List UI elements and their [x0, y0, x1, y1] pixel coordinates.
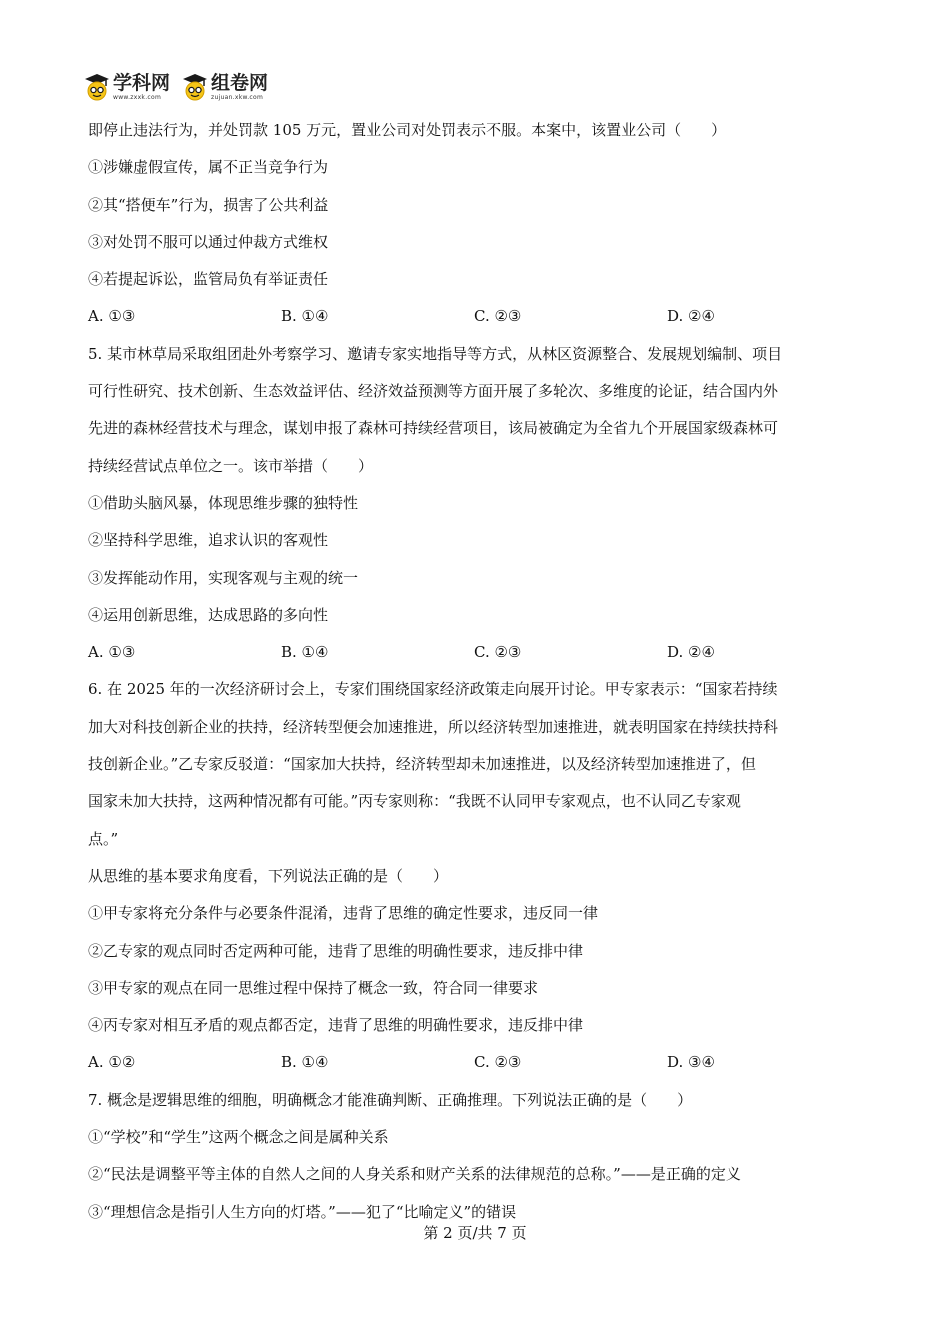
question-7	[88, 1082, 868, 1231]
question-4-option-d: D. ②④	[667, 307, 715, 326]
question-7-statement-3: ③“理想信念是指引人生方向的灯塔。”——犯了“比喻定义”的错误	[88, 1202, 517, 1221]
question-4-option-c: C. ②③	[474, 307, 522, 326]
question-7-statement-1: ①“学校”和“学生”这两个概念之间是属种关系	[88, 1128, 389, 1147]
question-6-option-b: B. ①④	[281, 1053, 329, 1072]
question-6-stem-line-5: 点。”	[88, 829, 119, 848]
question-5-option-d: D. ②④	[667, 643, 715, 662]
question-4-option-b: B. ①④	[281, 307, 329, 326]
question-5-options	[88, 634, 868, 671]
question-6-option-c: C. ②③	[474, 1053, 522, 1072]
xuekewang-logo-url: www.zxxk.com	[113, 93, 162, 101]
graduate-cap-icon	[84, 73, 110, 101]
question-6-statement-4: ④丙专家对相互矛盾的观点都否定，违背了思维的明确性要求，违反排中律	[88, 1016, 584, 1035]
graduate-cap-icon	[182, 73, 208, 101]
question-5-option-b: B. ①④	[281, 643, 329, 662]
zujuanwang-logo-name: 组卷网	[211, 71, 269, 94]
question-7-stem: 7. 概念是逻辑思维的细胞，明确概念才能准确判断、正确推理。下列说法正确的是（ ）	[88, 1090, 693, 1109]
zujuanwang-logo-url: zujuan.xkw.com	[211, 93, 264, 101]
question-4-options	[88, 298, 868, 335]
xuekewang-logo-name: 学科网	[113, 71, 171, 94]
question-5-statement-1: ①借助头脑风暴，体现思维步骤的独特性	[88, 493, 359, 512]
question-5	[88, 336, 868, 672]
question-6-stem-line-2: 加大对科技创新企业的扶持，经济转型便会加速推进，所以经济转型加速推进，就表明国家在持续扶持科	[88, 717, 779, 736]
question-4-statement-3: ③对处罚不服可以通过仲裁方式维权	[88, 232, 329, 251]
question-4-stem-tail: 即停止违法行为，并处罚款 105 万元，置业公司对处罚表示不服。本案中，该置业公司（ ）	[88, 121, 727, 139]
exam-content	[88, 112, 868, 1231]
question-6-option-d: D. ③④	[667, 1053, 715, 1072]
question-5-option-c: C. ②③	[474, 643, 522, 662]
page-number: 第 2 页/共 7 页	[423, 1224, 527, 1242]
question-6-question: 从思维的基本要求角度看，下列说法正确的是（ ）	[88, 866, 449, 885]
question-6-option-a: A. ①②	[88, 1053, 136, 1072]
header-logos	[84, 70, 268, 104]
question-4-statement-4: ④若提起诉讼，监管局负有举证责任	[88, 270, 329, 289]
question-4-option-a: A. ①③	[88, 307, 136, 326]
question-4-statement-2: ②其“搭便车”行为，损害了公共利益	[88, 195, 329, 214]
question-4-statement-1: ①涉嫌虚假宣传，属不正当竞争行为	[88, 158, 329, 177]
question-5-option-a: A. ①③	[88, 643, 136, 662]
question-6-statement-1: ①甲专家将充分条件与必要条件混淆，违背了思维的确定性要求，违反同一律	[88, 904, 599, 923]
question-6-statement-3: ③甲专家的观点在同一思维过程中保持了概念一致，符合同一律要求	[88, 978, 539, 997]
xuekewang-logo	[84, 73, 170, 101]
question-5-statement-3: ③发挥能动作用，实现客观与主观的统一	[88, 568, 359, 587]
question-6-stem-line-4: 国家未加大扶持，这两种情况都有可能。”丙专家则称：“我既不认同甲专家观点，也不认同乙专家观	[88, 792, 741, 811]
question-5-stem-line-4: 持续经营试点单位之一。该市举措（ ）	[88, 456, 374, 475]
question-6-statement-2: ②乙专家的观点同时否定两种可能，违背了思维的明确性要求，违反排中律	[88, 941, 584, 960]
question-5-statement-4: ④运用创新思维，达成思路的多向性	[88, 605, 329, 624]
zujuanwang-logo	[182, 73, 268, 101]
question-5-stem-line-2: 可行性研究、技术创新、生态效益评估、经济效益预测等方面开展了多轮次、多维度的论证，结合国内外	[88, 382, 779, 401]
question-6	[88, 671, 868, 1081]
question-6-stem-line-1: 6. 在 2025 年的一次经济研讨会上，专家们围绕国家经济政策走向展开讨论。甲专家表示：“国家若持续	[88, 680, 778, 699]
question-7-statement-2: ②“民法是调整平等主体的自然人之间的人身关系和财产关系的法律规范的总称。”——是正确的定义	[88, 1165, 741, 1184]
question-5-stem-line-1: 5. 某市林草局采取组团赴外考察学习、邀请专家实地指导等方式，从林区资源整合、发展规划编制、项目	[88, 344, 783, 363]
question-4	[88, 112, 868, 336]
question-6-stem-line-3: 技创新企业。”乙专家反驳道：“国家加大扶持，经济转型却未加速推进，以及经济转型加速推进了，但	[88, 755, 756, 774]
question-5-stem-line-3: 先进的森林经营技术与理念，谋划申报了森林可持续经营项目，该局被确定为全省九个开展国家级森林可	[88, 419, 779, 438]
question-6-options	[88, 1044, 868, 1081]
question-5-statement-2: ②坚持科学思维，追求认识的客观性	[88, 531, 329, 550]
